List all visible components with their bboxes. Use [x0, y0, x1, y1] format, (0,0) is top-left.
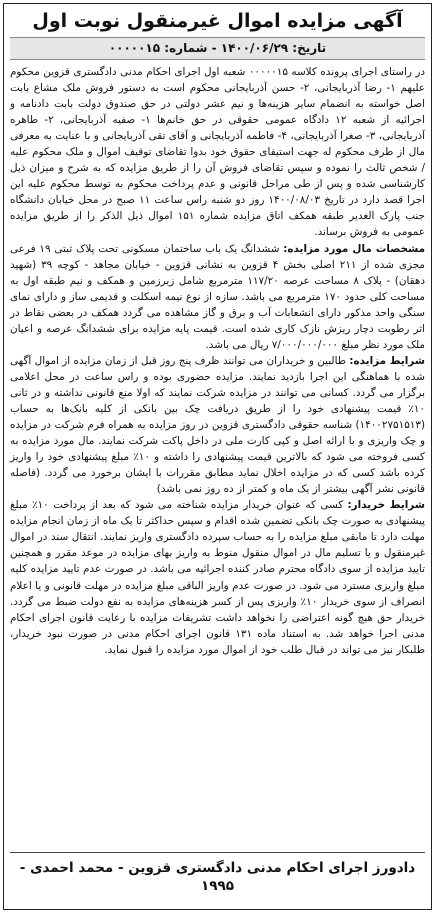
buyer-conditions-text: کسی که عنوان خریدار مزایده شناخته می شود که بعد از پرداخت ۱۰٪ مبلغ پیشنهادی به صورت چک بانکی تضمین شده اقدام و سپس حداکثر تا یک ماه از زمان انجام مزایده مهلت دارد تا مابقی مبلغ مزایده را به حساب سپرده دادگستری واریز نمایند. انتقال سند در اموال غیرمنقول و یا تسلیم مال در اموال منقول منوط به واریز بهای مزایده در موعد مقرر و همچنین تایید مزایده از سوی دادگاه محترم صادر کننده اجرائیه می باشد. در صورت عدم تایید مزایده کلیه مبلغ واریزی مسترد می شود. در صورت عدم واریز الباقی مبلغ مزایده در مهلت قانونی و یا اعلام انصراف از سوی خریدار ۱۰٪ واریزی پس از کسر هزینه‌های مزایده به نفع دولت ضبط می گردد. خریدار حق هیچ گونه اعتراضی را نخواهد داشت تشریفات مزایده با رعایت قانون اجرای احکام مدنی اجرا خواهد شد. به استناد ماده ۱۳۱ قانون اجرای احکام مدنی در صورت نبود خریدار، طلبکار نیز می تواند در قبال طلب خود از اموال مورد مزایده را قبول نماید. [10, 499, 425, 656]
notice-title: آگهی مزایده اموال غیرمنقول نوبت اول [32, 10, 403, 32]
buyer-conditions-paragraph [10, 497, 425, 657]
property-spec-heading: مشخصات مال مورد مزایده: [283, 242, 425, 255]
auction-conditions-heading: شرایط مزایده: [349, 354, 425, 367]
property-spec-text: ششدانگ یک باب ساختمان مسکونی تحت پلاک ثبتی ۱۹ فرعی مجزی شده از ۲۱۱ اصلی بخش ۴ قزوین به نشانی قزوین - خیابان مجاهد - کوچه ۳۹ (شهید دهقان) - پلاک ۸ مساحت عرصه ۱۱۷/۲۰ مترمربع شامل زیرزمین و همکف و نیم طبقه اول به مساحت کلی حدود ۱۷۰ مترمربع می باشد. سازه از نوع نیمه اسکلت و قدیمی ساز و دارای نمای سنگی واحد مذکور دارای انشعابات آب و برق و گاز مشاهده می گردد همکف در بعضی نقاط در اثر رطوبت دچار ریزش نازک کاری شده است. قیمت پایه مزایده برای ششدانگ عرصه و اعیان ملک مورد نظر مبلغ ۷/۰۰۰/۰۰۰/۰۰۰ ریال می باشد. [10, 242, 425, 351]
auction-conditions-paragraph [10, 353, 425, 497]
notice-date-number: تاریخ: ۱۴۰۰/۰۶/۲۹ - شماره: ۰۰۰۰۰۱۵ [10, 37, 425, 60]
auction-notice [3, 3, 432, 910]
property-spec-paragraph [10, 241, 425, 353]
auction-conditions-text: طالبین و خریداران می توانند ظرف پنج روز قبل از زمان مزایده از اموال آگهی شده با هماهنگی این اجرا بازدید نمایند. مزایده حضوری بوده و راس ساعت در محل اعلامی برگزار می گردد. کسانی می توانند در مزایده شرکت نمایند که اولا منع قانونی نداشته و در ثانی ۱۰٪ قیمت پیشنهادی خود را از طریق دریافت چک بین بانکی از کلیه بانک‌ها به حساب (۱۴۰۰۲۷۵۱۵۱۳) شناسه حقوقی دادگستری قزوین در روز مزایده به همراه فرم شرکت در مزایده و چک واریزی و با ارائه اصل و کپی کارت ملی در داخل پاکت شرکت نمایند. مال مورد مزایده به کسی فروخته می شود که بالاترین قیمت پیشنهادی را داشته و ۱۰٪ مبلغ پیشنهادی خود را واریز کرده باشد کسی که در مزایده اخلال نماید مطابق مقررات با ایشان برخورد می گردد. (فاصله قانونی نشر آگهی بیشتر از یک ماه و کمتر از ده روز نمی باشد) [10, 354, 425, 496]
intro-paragraph: در راستای اجرای پرونده کلاسه ۰۰۰۰۰۱۵ شعبه اول اجرای احکام مدنی دادگستری قزوین محکوم علیهم ۱- رضا آذربایجانی، ۲- حسن آذربایجانی محکوم است به دستور فروش ملک مشاع بابت اصل خواسته به انضمام سایر هزینه‌ها و نیم عشر دولتی در حق صندوق دولت بابت دادنامه و اجرائیه از شعبه ۱۲ دادگاه عمومی حقوقی در حق خانم‌ها ۱- صفیه آذربایجانی، ۲- طاهره آذربایجانی، ۳- صغرا آذربایجانی، ۴- فاطمه آذربایجانی و آقای تقی آذربایجانی و با عنایت به معرفی مال از طرف محکوم له جهت استیفای حقوق خود بدوا تقاضای توقیف اموال و ملک محکوم علیه / شخص ثالث را نموده و سپس تقاضای فروش آن را از طریق مزایده که به شرح و میزان ذیل کارشناسی شده و پس از طی مراحل قانونی و عدم پرداخت محکوم به توسط محکوم علیه این اجرا قصد دارد در تاریخ ۱۴۰۰/۰۸/۰۳ روز دو شنبه راس ساعت ۱۱ صبح در محل خیابان دانشگاه جنب پارک الغدیر طبقه همکف اتاق مزایده شماره ۱۵۱ اموال ذیل الذکر را از طریق مزایده عمومی به فروش برساند. [10, 66, 426, 239]
notice-signature: دادورز اجرای احکام مدنی دادگستری قزوین - محمد احمدی - ۱۹۹۵ [10, 852, 425, 895]
notice-body [10, 64, 425, 658]
buyer-conditions-heading: شرایط خریدار: [347, 499, 425, 512]
